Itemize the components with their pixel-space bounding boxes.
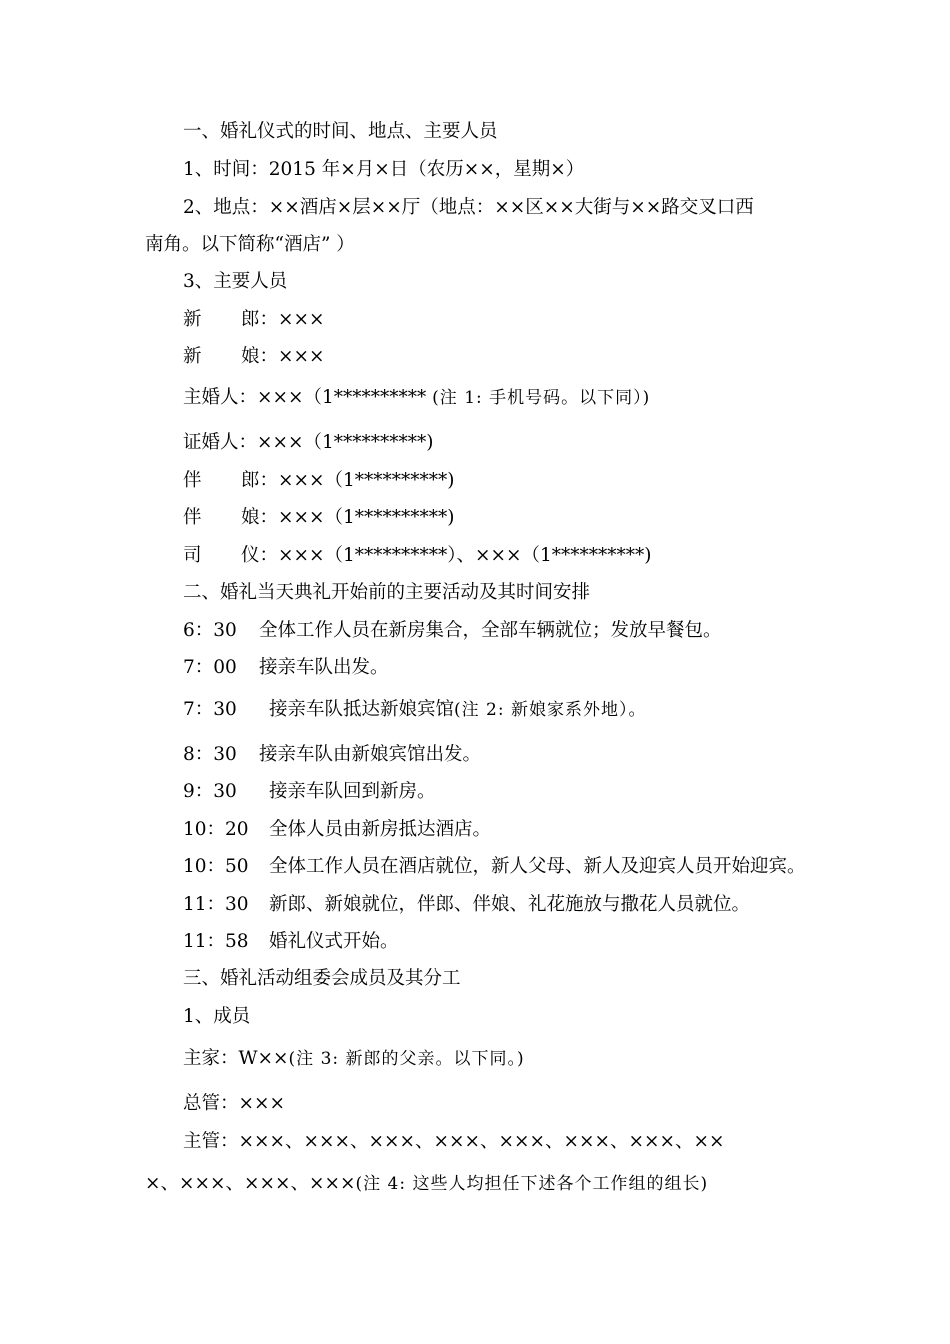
schedule-time: 6：30 xyxy=(183,620,237,641)
schedule-text: 接亲车队出发。 xyxy=(259,657,389,678)
schedule-text: 新郎、新娘就位，伴郎、伴娘、礼花施放与撒花人员就位。 xyxy=(269,894,751,915)
witness-line: 证婚人：×××（1**********) xyxy=(183,432,434,453)
managers-note: (注 4: 这些人均担任下述各个工作组的组长) xyxy=(355,1174,709,1194)
schedule-row xyxy=(183,743,481,767)
schedule-time: 10：50 xyxy=(183,856,249,877)
host-family-text: 主家：W×× xyxy=(183,1048,289,1069)
schedule-row xyxy=(183,930,399,954)
schedule-time: 7：00 xyxy=(183,657,237,678)
schedule-row xyxy=(183,698,647,722)
schedule-time: 8：30 xyxy=(183,744,237,765)
schedule-row xyxy=(183,619,722,643)
schedule-row xyxy=(183,818,491,842)
schedule-time: 7：30 xyxy=(183,699,237,720)
bride-label: 新 xyxy=(183,346,202,367)
host-text: 主婚人：×××（1********** xyxy=(183,387,433,408)
schedule-time: 10：20 xyxy=(183,819,249,840)
bestman-label: 伴 xyxy=(183,470,202,491)
time-line: 1、时间：2015 年×月×日（农历××，星期×） xyxy=(183,159,585,180)
schedule-text: 接亲车队由新娘宾馆出发。 xyxy=(259,744,482,765)
bride-value: 娘：××× xyxy=(241,346,325,367)
schedule-text: 接亲车队抵达新娘宾馆 xyxy=(269,699,455,720)
schedule-row xyxy=(183,656,389,680)
bride-line xyxy=(183,345,325,369)
groom-line xyxy=(183,308,325,332)
bestman-line xyxy=(183,469,455,493)
schedule-time: 11：30 xyxy=(183,894,249,915)
schedule-text: 婚礼仪式开始。 xyxy=(269,931,399,952)
bestman-value: 郎：×××（1**********) xyxy=(241,470,455,491)
people-heading: 3、主要人员 xyxy=(183,271,288,292)
schedule-row xyxy=(183,893,750,917)
mc-label: 司 xyxy=(183,545,202,566)
mc-value: 仪：×××（1**********）、×××（1**********) xyxy=(241,545,652,566)
bridesmaid-value: 娘：×××（1**********) xyxy=(241,507,455,528)
managers-line-2 xyxy=(145,1172,708,1196)
schedule-time: 9：30 xyxy=(183,781,237,802)
schedule-text: 全体人员由新房抵达酒店。 xyxy=(269,819,492,840)
host-family-note: (注 3: 新郎的父亲。以下同。) xyxy=(288,1049,525,1069)
schedule-row xyxy=(183,855,806,879)
host-line xyxy=(183,386,650,410)
section-1-heading: 一、婚礼仪式的时间、地点、主要人员 xyxy=(183,121,498,142)
schedule-text: 接亲车队回到新房。 xyxy=(269,781,436,802)
schedule-note: (注 2: 新娘家系外地）。 xyxy=(454,700,647,720)
bridesmaid-line xyxy=(183,506,455,530)
schedule-text: 全体工作人员在新房集合，全部车辆就位；发放早餐包。 xyxy=(259,620,722,641)
host-family-line xyxy=(183,1047,525,1071)
section-2-heading: 二、婚礼当天典礼开始前的主要活动及其时间安排 xyxy=(183,582,591,603)
schedule-time: 11：58 xyxy=(183,931,249,952)
chief-line: 总管：××× xyxy=(183,1093,286,1114)
place-line-2: 南角。以下简称“酒店” ） xyxy=(145,234,355,255)
managers-text: ×、×××、×××、××× xyxy=(145,1173,356,1194)
host-note: (注 1: 手机号码。以下同）) xyxy=(432,388,651,408)
groom-label: 新 xyxy=(183,309,202,330)
bridesmaid-label: 伴 xyxy=(183,507,202,528)
schedule-text: 全体工作人员在酒店就位，新人父母、新人及迎宾人员开始迎宾。 xyxy=(269,856,806,877)
members-heading: 1、成员 xyxy=(183,1006,251,1027)
section-3-heading: 三、婚礼活动组委会成员及其分工 xyxy=(183,968,461,989)
groom-value: 郎：××× xyxy=(241,309,325,330)
place-line-1: 2、地点：××酒店×层××厅（地点：××区××大街与××路交叉口西 xyxy=(183,197,754,218)
mc-line xyxy=(183,544,652,568)
schedule-row xyxy=(183,780,436,804)
managers-line-1: 主管：×××、×××、×××、×××、×××、×××、×××、×× xyxy=(183,1131,725,1152)
